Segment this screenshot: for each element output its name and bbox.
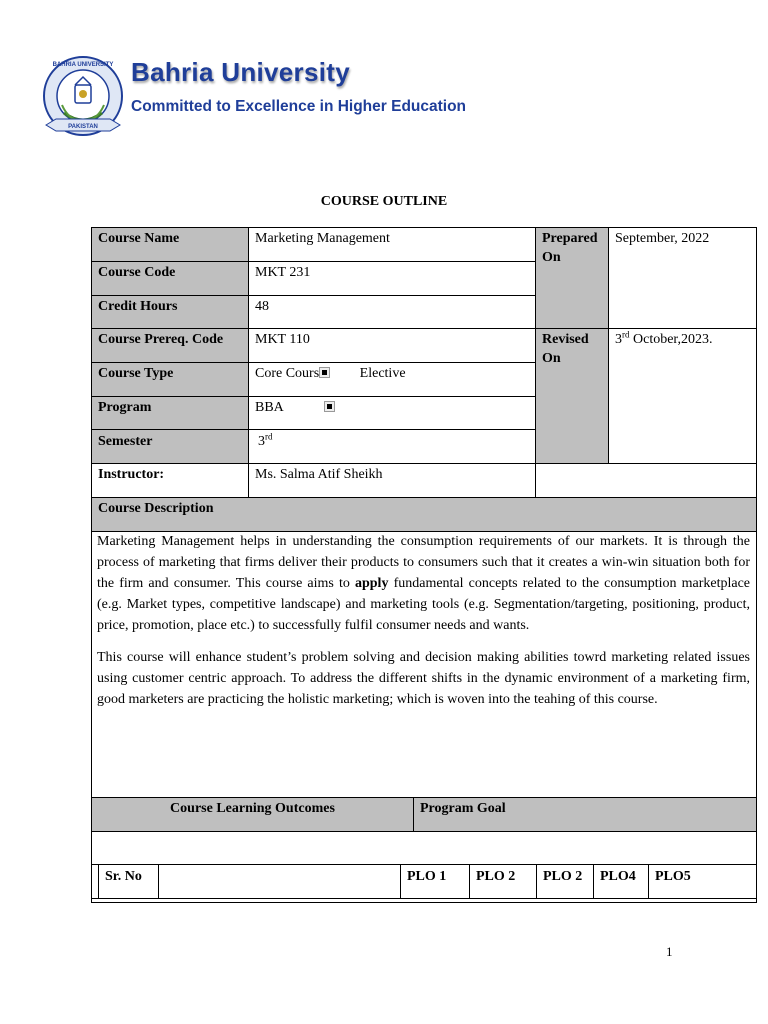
grid-line — [756, 227, 757, 903]
description-paragraph-1 — [97, 531, 750, 636]
core-checkbox[interactable] — [319, 367, 330, 378]
university-name: Bahria University — [131, 57, 350, 87]
grid-line — [158, 864, 159, 898]
program-checkbox[interactable] — [324, 401, 335, 412]
semester-label: Semester — [98, 434, 153, 449]
svg-text:BAHRIA UNIVERSITY: BAHRIA UNIVERSITY — [52, 62, 114, 68]
revised-suffix: rd — [622, 329, 630, 340]
prepared-on-value: September, 2022 — [615, 231, 710, 246]
program-label: Program — [98, 400, 152, 415]
university-seal-logo — [42, 55, 124, 137]
page-title: COURSE OUTLINE — [320, 194, 448, 209]
prereq-value: MKT 110 — [255, 332, 310, 347]
page-number: 1 — [666, 944, 673, 959]
desc-p1-part-b: fundamental concepts related to the consumption marketplace (e.g. Market types, competitive landscape) and marketing tools (e.g. Segmentation/targeting, positioning, product, price, promotion, place etc.) to successfully fulfil consumer needs and wants. — [97, 576, 750, 633]
prepared-on-label: Prepared On — [542, 231, 598, 265]
semester-number: 3 — [258, 434, 265, 449]
plo4-header: PLO4 — [600, 869, 636, 884]
svg-text:PAKISTAN: PAKISTAN — [68, 124, 98, 130]
instructor-label: Instructor: — [98, 467, 165, 482]
revised-day: 3 — [615, 332, 622, 347]
course-name-label: Course Name — [98, 231, 180, 246]
grid-line — [91, 898, 757, 899]
desc-p1-bold: apply — [354, 576, 389, 591]
course-code-value: MKT 231 — [255, 265, 311, 280]
credit-hours-label: Credit Hours — [98, 299, 178, 314]
credit-hours-value: 48 — [255, 299, 269, 314]
course-code-label: Course Code — [98, 265, 176, 280]
course-description-text — [97, 531, 750, 721]
prereq-label: Course Prereq. Code — [98, 332, 224, 347]
plo5-header: PLO5 — [655, 869, 691, 884]
instructor-value: Ms. Salma Atif Sheikh — [255, 467, 383, 482]
semester-value — [252, 430, 535, 453]
plo3-header: PLO 2 — [543, 869, 583, 884]
revised-on-label: Revised On — [542, 332, 589, 366]
revised-rest: October,2023. — [629, 332, 713, 347]
elective-option: Elective — [359, 366, 406, 381]
university-tagline: Committed to Excellence in Higher Education — [131, 98, 467, 115]
plo2-header: PLO 2 — [476, 869, 516, 884]
course-description-label: Course Description — [98, 501, 214, 516]
program-goal-header: Program Goal — [420, 801, 506, 816]
core-course-option: Core Cours — [255, 366, 320, 381]
course-type-value — [249, 362, 535, 385]
semester-suffix: rd — [265, 431, 273, 442]
clo-header: Course Learning Outcomes — [170, 801, 335, 816]
course-name-value: Marketing Management — [255, 231, 390, 246]
desc-p1-part-a: Marketing Management helps in understanding the consumption requirements of our markets. It is through the process of marketing that firms deliver their products to consumers such that it creates a win-win situation both for the firm and consumer. This course aims to — [97, 534, 750, 591]
grid-line — [91, 902, 757, 903]
program-value — [249, 396, 535, 419]
grid-line — [91, 831, 757, 832]
plo1-header: PLO 1 — [407, 869, 447, 884]
revised-on-value — [609, 328, 756, 351]
sr-no-header: Sr. No — [105, 869, 142, 884]
description-paragraph-2: This course will enhance student’s problem solving and decision making abilities towrd marketing related issues using customer centric approach. To address the different shifts in the dynamic environment of a marketing firm, good marketers are practicing the holistic marketing; which is woven into the teahing of this course. — [97, 650, 750, 707]
program-text: BBA — [255, 400, 284, 415]
course-type-label: Course Type — [98, 366, 174, 381]
